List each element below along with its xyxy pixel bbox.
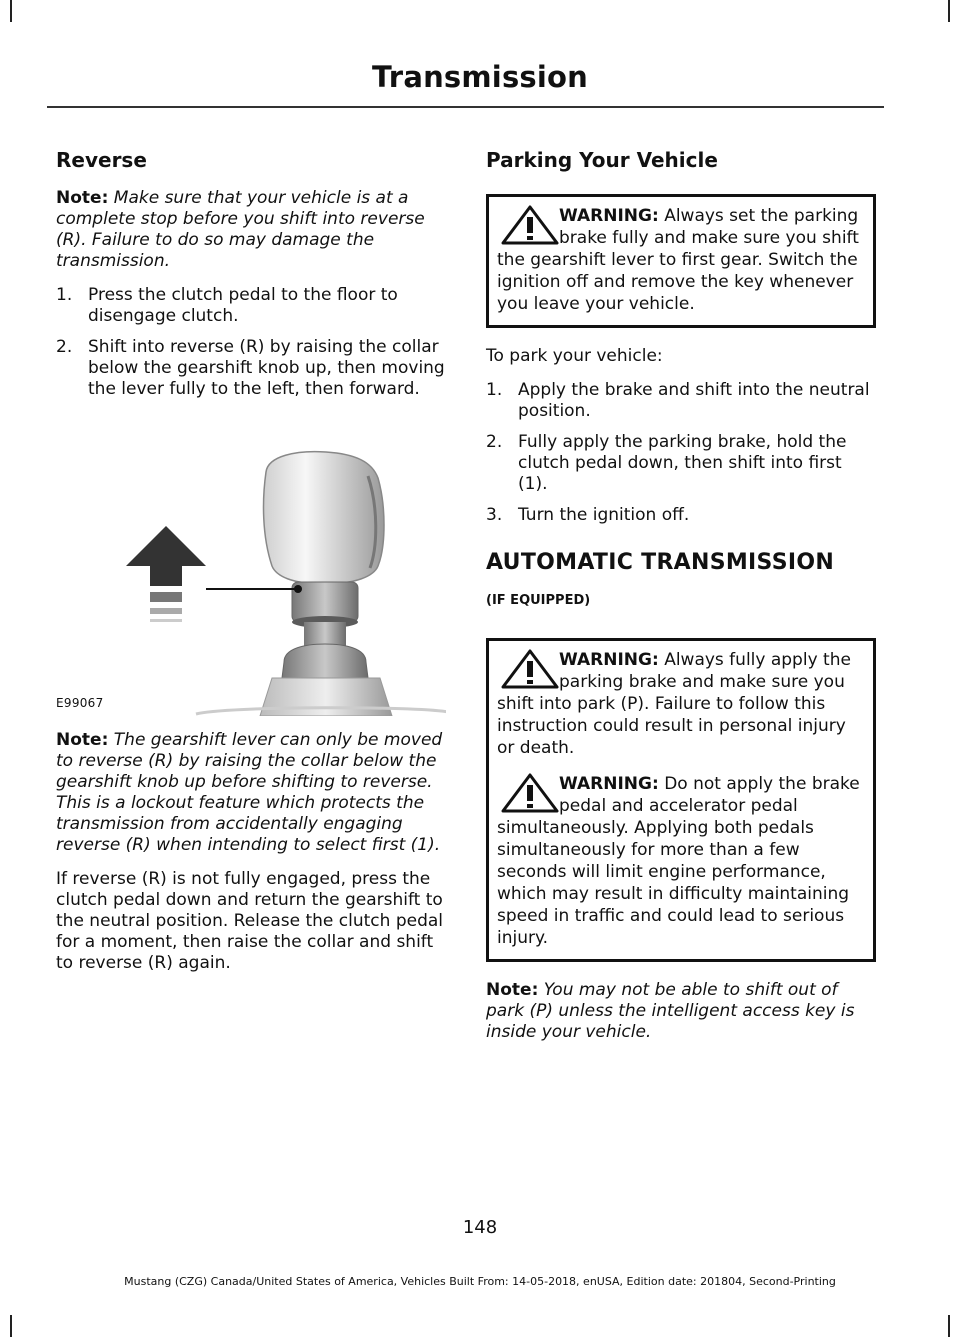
warning-triangle-icon	[501, 205, 559, 245]
warning-label: WARNING:	[559, 206, 659, 226]
reverse-paragraph: If reverse (R) is not fully engaged, press the clutch pedal down and return the gearshift to the neutral position. Release the clutch pedal for a moment, then raise the collar and shift to reverse (R) again.	[56, 869, 443, 973]
list-item	[486, 432, 876, 495]
list-item	[486, 380, 876, 422]
warning-triangle-icon	[501, 649, 559, 689]
crop-mark	[948, 0, 950, 22]
list-item	[56, 337, 446, 400]
reverse-heading: Reverse	[56, 148, 147, 172]
list-item	[486, 505, 876, 526]
page-footer: Mustang (CZG) Canada/United States of America, Vehicles Built From: 14-05-2018, enUSA, Edition date: 201804, Second-Printing	[124, 1275, 836, 1288]
warning-label: WARNING:	[559, 650, 659, 670]
step-number: 2.	[486, 432, 503, 452]
crop-mark	[948, 1315, 950, 1337]
note-label: Note:	[486, 980, 539, 1000]
step-text: Fully apply the parking brake, hold the clutch pedal down, then shift into first (1).	[518, 432, 847, 494]
parking-heading: Parking Your Vehicle	[486, 148, 718, 172]
page-number: 148	[462, 1217, 498, 1238]
step-number: 1.	[56, 285, 73, 305]
figure-label: E99067	[56, 696, 104, 710]
reverse-steps	[56, 285, 446, 400]
crop-mark	[10, 0, 12, 22]
note-reverse	[56, 188, 446, 272]
warning-text: Always fully apply the parking brake and make sure you shift into park (P). Failure to follow this instruction could result in personal injury or death.	[497, 650, 851, 758]
park-intro: To park your vehicle:	[486, 346, 663, 366]
warning-text: Do not apply the brake pedal and accelerator pedal simultaneously. Applying both pedals simultaneously for more than a few seconds will limit engine performance, which may result in difficulty maintaining speed in traffic and could lead to serious injury.	[497, 774, 860, 948]
warning-label: WARNING:	[559, 774, 659, 794]
crop-mark	[10, 1315, 12, 1337]
note-text: The gearshift lever can only be moved to reverse (R) by raising the collar below the gearshift knob up before shifting to reverse. This is a lockout feature which protects the transmission from accidentally engaging reverse (R) when intending to select first (1).	[56, 730, 443, 855]
park-steps	[486, 380, 876, 526]
step-text: Shift into reverse (R) by raising the collar below the gearshift knob up, then moving the lever fully to the left, then forward.	[88, 337, 445, 399]
note-label: Note:	[56, 188, 109, 208]
step-number: 2.	[56, 337, 73, 357]
gearshift-knob-image	[56, 416, 446, 716]
page-title: Transmission	[372, 60, 588, 94]
step-text: Apply the brake and shift into the neutral position.	[518, 380, 870, 421]
list-item	[56, 285, 446, 327]
automatic-transmission-heading: AUTOMATIC TRANSMISSION	[486, 550, 835, 575]
note-text: Make sure that your vehicle is at a complete stop before you shift into reverse (R). Failure to do so may damage the transmission.	[56, 188, 425, 271]
header-divider	[47, 106, 884, 108]
step-number: 3.	[486, 505, 503, 525]
warning-triangle-icon	[501, 773, 559, 813]
automatic-transmission-subheading: (IF EQUIPPED)	[486, 593, 591, 608]
step-text: Turn the ignition off.	[518, 505, 690, 525]
note-lockout	[56, 730, 446, 856]
left-column	[56, 148, 446, 987]
warning-text: Always set the parking brake fully and make sure you shift the gearshift lever to first gear. Switch the ignition off and remove the key whenever you leave your vehicle.	[497, 206, 859, 314]
warning-box	[486, 638, 876, 962]
right-column	[486, 148, 876, 1056]
note-text: You may not be able to shift out of park (P) unless the intelligent access key is inside your vehicle.	[486, 980, 855, 1042]
note-label: Note:	[56, 730, 109, 750]
spacer	[497, 759, 866, 773]
step-number: 1.	[486, 380, 503, 400]
gearshift-illustration	[56, 416, 446, 716]
note-intelligent-access	[486, 980, 876, 1043]
step-text: Press the clutch pedal to the floor to disengage clutch.	[88, 285, 398, 326]
warning-box	[486, 194, 876, 328]
